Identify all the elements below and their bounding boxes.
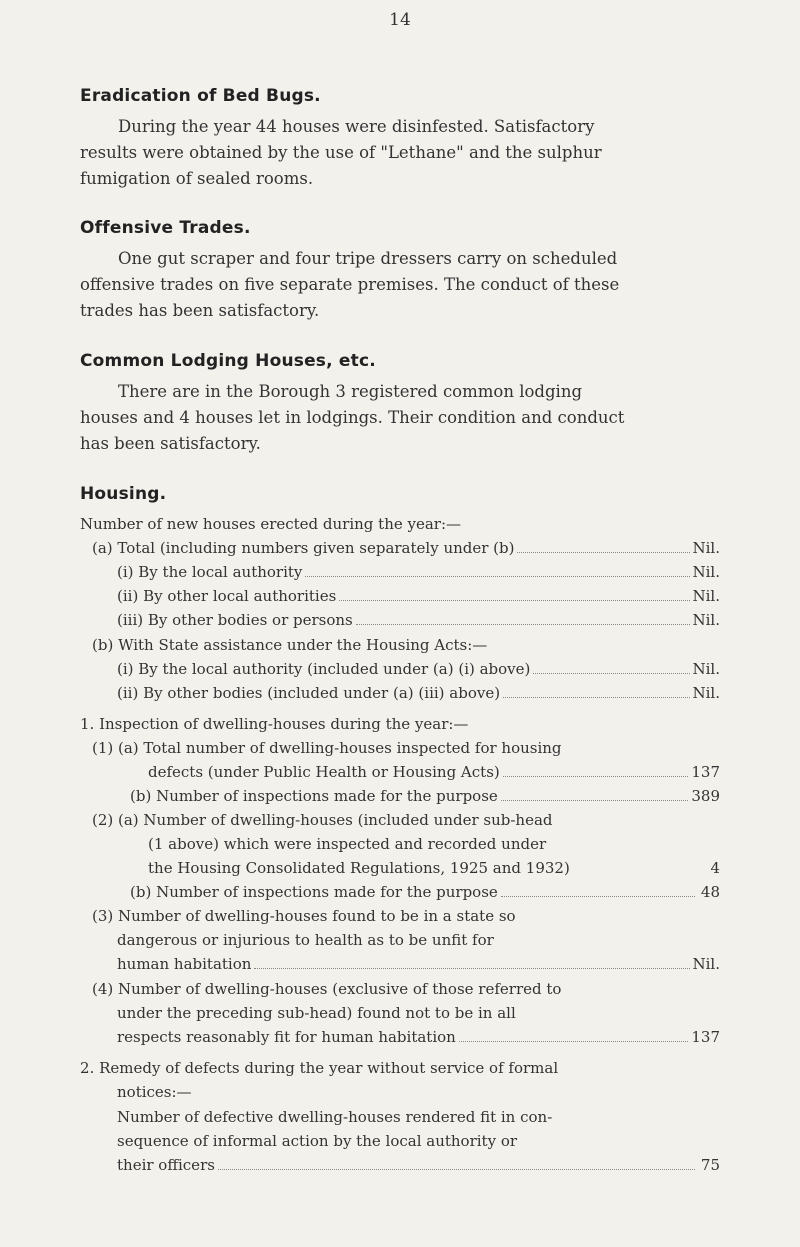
leader-dots — [503, 763, 689, 777]
leader-dots — [517, 539, 689, 553]
row-b-ii-value: Nil. — [692, 684, 720, 702]
row-s1-2b — [130, 882, 720, 902]
s1-4-line-2: under the preceding sub-head) found not to be in all — [117, 1004, 516, 1022]
heading-common-lodging: Common Lodging Houses, etc. — [80, 351, 376, 371]
row-s1-4 — [117, 1027, 720, 1047]
row-s1-4-value: 137 — [691, 1028, 720, 1046]
lodging-line-3: has been satisfactory. — [80, 434, 261, 453]
row-a-iii — [117, 610, 720, 630]
bedbugs-line-2: results were obtained by the use of "Lethane" and the sulphur — [80, 143, 602, 162]
row-s1-1a-value: 137 — [691, 763, 720, 781]
row-s1-1a — [148, 762, 720, 782]
row-a-i-label: (i) By the local authority — [117, 563, 303, 581]
leader-dots — [218, 1156, 695, 1170]
leader-dots — [254, 955, 689, 969]
heading-housing: Housing. — [80, 484, 167, 504]
s1-2a-line-2: (1 above) which were inspected and recorded under — [148, 835, 547, 853]
b-heading: (b) With State assistance under the Housing Acts:— — [92, 636, 488, 654]
row-s1-2a-label: the Housing Consolidated Regulations, 1925 and 1932) — [148, 859, 570, 877]
row-s2-final-value: 75 — [700, 1156, 720, 1174]
housing-intro: Number of new houses erected during the year:— — [80, 515, 462, 533]
leader-dots — [501, 787, 689, 801]
offensive-line-1: One gut scraper and four tripe dressers carry on scheduled — [118, 249, 618, 268]
leader-dots — [503, 684, 689, 698]
s1-4-line-1: (4) Number of dwelling-houses (exclusive of those referred to — [92, 980, 562, 998]
offensive-line-3: trades has been satisfactory. — [80, 301, 320, 320]
s1-3-line-2: dangerous or injurious to health as to be unfit for — [117, 931, 494, 949]
row-a-ii — [117, 586, 720, 606]
row-b-i-value: Nil. — [692, 660, 720, 678]
section-2-line-4: sequence of informal action by the local authority or — [117, 1132, 518, 1150]
row-a-i-value: Nil. — [692, 563, 720, 581]
page-number: 14 — [389, 10, 411, 30]
bedbugs-line-3: fumigation of sealed rooms. — [80, 169, 314, 188]
heading-offensive-trades: Offensive Trades. — [80, 218, 251, 238]
row-a-ii-value: Nil. — [692, 587, 720, 605]
s1-3-line-1: (3) Number of dwelling-houses found to be in a state so — [92, 907, 516, 925]
row-s1-1a-label: defects (under Public Health or Housing Acts) — [148, 763, 500, 781]
row-a-iii-label: (iii) By other bodies or persons — [117, 611, 353, 629]
row-a-total-value: Nil. — [692, 539, 720, 557]
row-s1-4-label: respects reasonably fit for human habitation — [117, 1028, 456, 1046]
row-b-ii-label: (ii) By other bodies (included under (a) (iii) above) — [117, 684, 501, 702]
heading-bed-bugs: Eradication of Bed Bugs. — [80, 86, 321, 106]
section-2-line-3: Number of defective dwelling-houses rendered fit in con- — [117, 1108, 553, 1126]
row-a-iii-value: Nil. — [692, 611, 720, 629]
row-b-i — [117, 659, 720, 679]
row-s1-3 — [117, 954, 720, 974]
row-b-ii — [117, 683, 720, 703]
bedbugs-line-1: During the year 44 houses were disinfested. Satisfactory — [118, 117, 595, 136]
row-s1-2b-value: 48 — [700, 883, 720, 901]
leader-dots — [339, 587, 689, 601]
leader-dots — [573, 860, 695, 873]
row-a-ii-label: (ii) By other local authorities — [117, 587, 337, 605]
row-a-total — [92, 538, 720, 558]
lodging-line-2: houses and 4 houses let in lodgings. Their condition and conduct — [80, 408, 625, 427]
s1-1a-line-1: (1) (a) Total number of dwelling-houses inspected for housing — [92, 739, 562, 757]
row-b-i-label: (i) By the local authority (included under (a) (i) above) — [117, 660, 531, 678]
row-s1-1b-label: (b) Number of inspections made for the purpose — [130, 787, 498, 805]
row-s1-2a-value: 4 — [710, 859, 720, 877]
row-s2-final — [117, 1155, 720, 1175]
row-s1-2a — [148, 858, 720, 878]
leader-dots — [501, 883, 695, 897]
offensive-line-2: offensive trades on five separate premises. The conduct of these — [80, 275, 620, 294]
row-a-total-label: (a) Total (including numbers given separately under (b) — [92, 539, 515, 557]
leader-dots — [459, 1028, 689, 1042]
s1-2a-line-1: (2) (a) Number of dwelling-houses (included under sub-head — [92, 811, 553, 829]
row-s2-final-label: their officers — [117, 1156, 215, 1174]
row-s1-1b — [130, 786, 720, 806]
row-s1-3-value: Nil. — [692, 955, 720, 973]
row-a-i — [117, 562, 720, 582]
section-2-line-2: notices:— — [117, 1083, 192, 1101]
row-s1-1b-value: 389 — [691, 787, 720, 805]
row-s1-3-label: human habitation — [117, 955, 252, 973]
leader-dots — [533, 660, 689, 674]
section-2-line-1: 2. Remedy of defects during the year without service of formal — [80, 1059, 559, 1077]
lodging-line-1: There are in the Borough 3 registered common lodging — [118, 382, 583, 401]
row-s1-2b-label: (b) Number of inspections made for the purpose — [130, 883, 498, 901]
section-1-heading: 1. Inspection of dwelling-houses during the year:— — [80, 715, 469, 733]
leader-dots — [356, 611, 690, 625]
leader-dots — [305, 563, 689, 577]
